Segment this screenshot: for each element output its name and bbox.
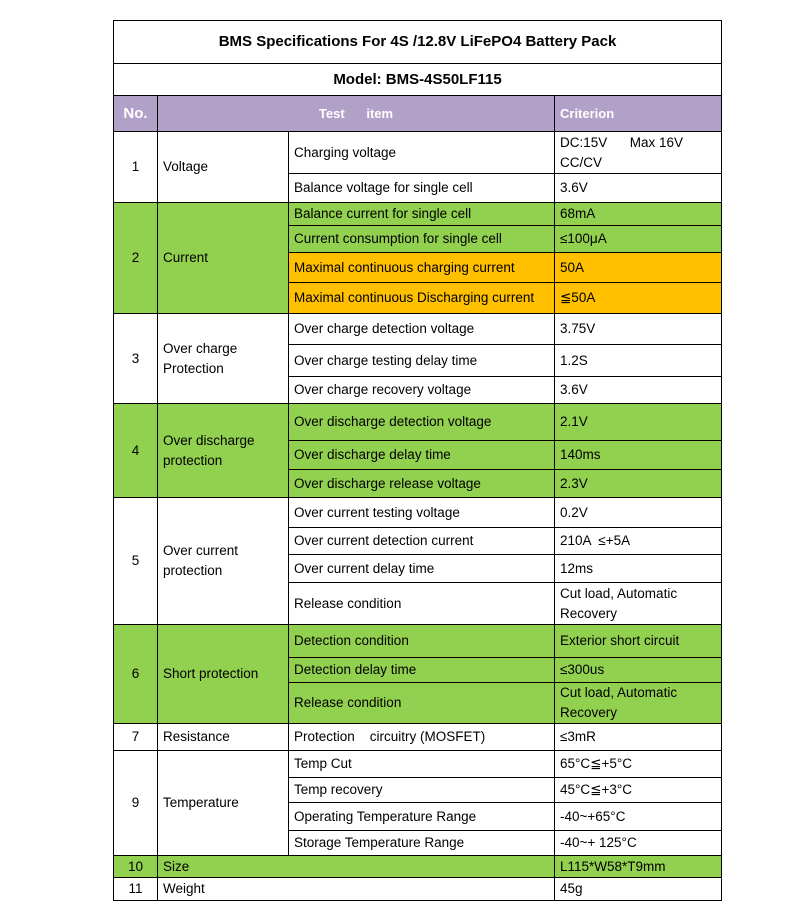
criterion-value xyxy=(555,132,722,174)
criterion-line: Recovery xyxy=(560,605,618,621)
group-name-line: protection xyxy=(163,563,223,578)
test-item: Over charge detection voltage xyxy=(289,314,555,345)
table-row xyxy=(114,314,722,345)
criterion-line: DC:15V Max 16V xyxy=(560,134,684,150)
row-number: 11 xyxy=(114,878,158,901)
table-row xyxy=(114,132,722,174)
criterion-value: ≤100μA xyxy=(555,226,722,253)
criterion-value: L115*W58*T9mm xyxy=(555,856,722,878)
criterion-line: Cut load, Automatic xyxy=(560,585,678,601)
criterion-value: 210A ≤+5A xyxy=(555,528,722,555)
test-item: Detection condition xyxy=(289,625,555,658)
test-item: Operating Temperature Range xyxy=(289,803,555,831)
criterion-value: ≤3mR xyxy=(555,724,722,751)
criterion-value: ≦50A xyxy=(555,283,722,314)
criterion-value: 3.6V xyxy=(555,377,722,404)
test-item: Maximal continuous Discharging current xyxy=(289,283,555,314)
header-test-item: Test item xyxy=(158,96,555,132)
row-number: 5 xyxy=(114,498,158,625)
group-name: Current xyxy=(158,203,289,314)
model-label: Model: BMS-4S50LF115 xyxy=(114,64,722,96)
criterion-value: 140ms xyxy=(555,441,722,470)
criterion-value: 12ms xyxy=(555,555,722,583)
group-name-line: protection xyxy=(163,452,223,468)
criterion-value: 3.75V xyxy=(555,314,722,345)
criterion-value: 0.2V xyxy=(555,498,722,528)
test-item: Charging voltage xyxy=(289,132,555,174)
test-item: Temp Cut xyxy=(289,751,555,778)
table-row xyxy=(114,404,722,441)
row-number: 2 xyxy=(114,203,158,314)
test-item: Over charge recovery voltage xyxy=(289,377,555,404)
criterion-value: -40~+ 125°C xyxy=(555,831,722,856)
test-item: Over discharge detection voltage xyxy=(289,404,555,441)
group-name: Weight xyxy=(158,878,555,901)
table-row xyxy=(114,751,722,778)
group-name xyxy=(158,498,289,625)
group-name: Resistance xyxy=(158,724,289,751)
row-number: 3 xyxy=(114,314,158,404)
criterion-line: Recovery xyxy=(560,705,618,720)
criterion-value: 65°C≦+5°C xyxy=(555,751,722,778)
header-criterion: Criterion xyxy=(555,96,722,132)
spec-table xyxy=(113,20,722,901)
criterion-value: Exterior short circuit xyxy=(555,625,722,658)
group-name: Short protection xyxy=(158,625,289,724)
criterion-value: 3.6V xyxy=(555,174,722,203)
criterion-value: -40~+65°C xyxy=(555,803,722,831)
test-item: Maximal continuous charging current xyxy=(289,253,555,283)
group-name: Voltage xyxy=(158,132,289,203)
header-row xyxy=(114,96,722,132)
test-item: Release condition xyxy=(289,583,555,625)
table-row xyxy=(114,625,722,658)
criterion-value: 45g xyxy=(555,878,722,901)
table-row xyxy=(114,878,722,901)
criterion-value xyxy=(555,583,722,625)
model-row xyxy=(114,64,722,96)
test-item: Over current testing voltage xyxy=(289,498,555,528)
row-number: 10 xyxy=(114,856,158,878)
criterion-value: 68mA xyxy=(555,203,722,226)
group-name: Temperature xyxy=(158,751,289,856)
row-number: 9 xyxy=(114,751,158,856)
group-name xyxy=(158,404,289,498)
header-no: No. xyxy=(114,96,158,132)
test-item: Release condition xyxy=(289,683,555,724)
table-row xyxy=(114,856,722,878)
group-name: Size xyxy=(158,856,555,878)
row-number: 7 xyxy=(114,724,158,751)
criterion-value: 45°C≦+3°C xyxy=(555,778,722,803)
group-name-line: Over current xyxy=(163,543,239,558)
row-number: 1 xyxy=(114,132,158,203)
table-row xyxy=(114,203,722,226)
test-item: Over charge testing delay time xyxy=(289,345,555,377)
title-row xyxy=(114,21,722,64)
row-number: 6 xyxy=(114,625,158,724)
criterion-line: CC/CV xyxy=(560,154,603,170)
table-title: BMS Specifications For 4S /12.8V LiFePO4 Battery Pack xyxy=(114,21,722,64)
group-name-line: Over charge xyxy=(163,340,238,356)
test-item: Over discharge release voltage xyxy=(289,470,555,498)
test-item: Over discharge delay time xyxy=(289,441,555,470)
criterion-value: 1.2S xyxy=(555,345,722,377)
test-item: Protection circuitry (MOSFET) xyxy=(289,724,555,751)
test-item: Over current detection current xyxy=(289,528,555,555)
table-row xyxy=(114,724,722,751)
test-item: Storage Temperature Range xyxy=(289,831,555,856)
group-name-line: Over discharge xyxy=(163,432,255,448)
group-name-line: Protection xyxy=(163,360,224,376)
test-item: Detection delay time xyxy=(289,658,555,683)
row-number: 4 xyxy=(114,404,158,498)
table-row xyxy=(114,498,722,528)
test-item: Balance voltage for single cell xyxy=(289,174,555,203)
criterion-line: Cut load, Automatic xyxy=(560,685,678,700)
criterion-value xyxy=(555,683,722,724)
test-item: Temp recovery xyxy=(289,778,555,803)
group-name xyxy=(158,314,289,404)
criterion-value: 2.3V xyxy=(555,470,722,498)
criterion-value: ≤300us xyxy=(555,658,722,683)
criterion-value: 50A xyxy=(555,253,722,283)
test-item: Over current delay time xyxy=(289,555,555,583)
test-item: Current consumption for single cell xyxy=(289,226,555,253)
test-item: Balance current for single cell xyxy=(289,203,555,226)
criterion-value: 2.1V xyxy=(555,404,722,441)
